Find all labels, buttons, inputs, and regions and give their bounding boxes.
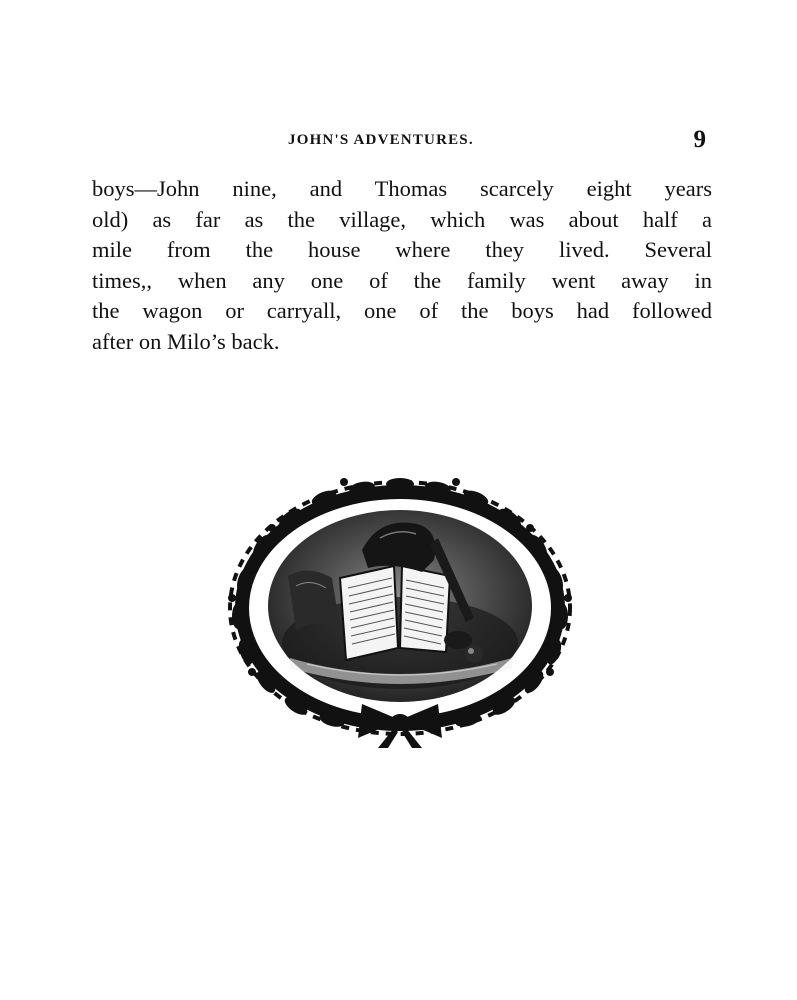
running-head [92,128,712,158]
scroll [288,570,340,630]
ball [465,645,483,663]
body-paragraph [92,174,712,357]
open-book [340,566,450,660]
text-line: times,, when any one of the family went away in [92,267,712,293]
text-line: boys—John nine, and Thomas scarcely eight years [92,176,712,201]
ribbon-bow [358,704,442,748]
running-title: JOHN'S ADVENTURES. [288,132,474,148]
wreath-vignette-engraving [212,468,588,750]
text-line: mile from the house where they lived. Several [92,237,712,262]
text-line: after on Milo’s back. [92,328,280,354]
text-line: the wagon or carryall, one of the boys had followed [92,298,712,323]
page-number: 9 [693,126,706,153]
text-line: old) as far as the village, which was about half a [92,206,712,232]
